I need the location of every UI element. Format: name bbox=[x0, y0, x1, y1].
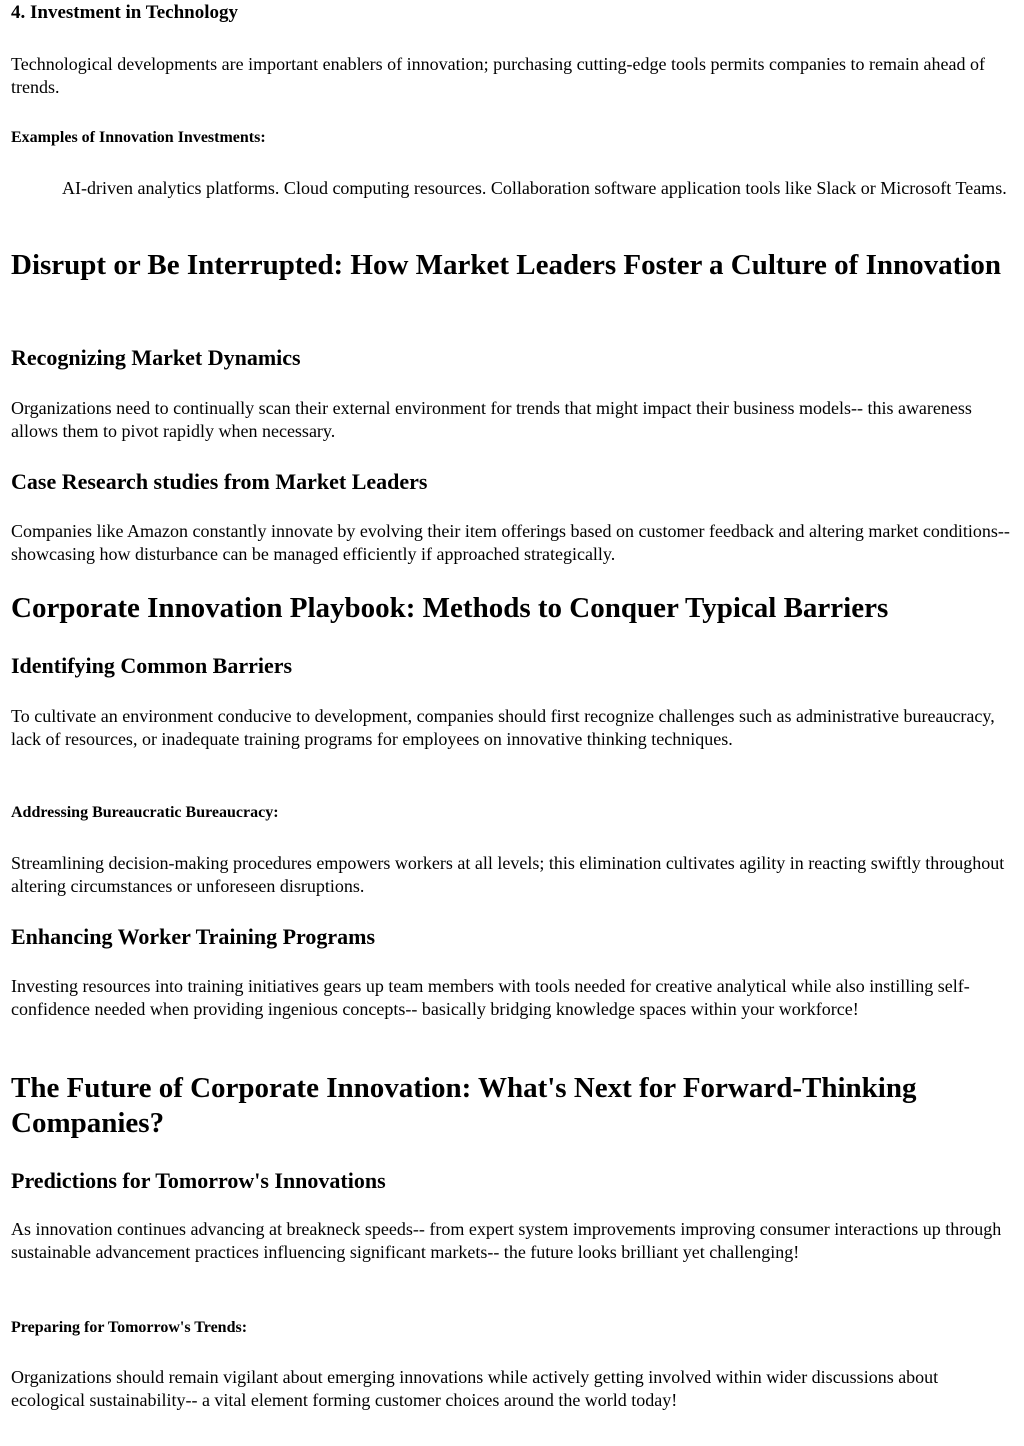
paragraph-worker-training: Investing resources into training initiatives gears up team members with tools needed for creative analytical while also instilling self-confidence needed when providing ingenious concepts-- basically bridging knowledge spaces within your workforce! bbox=[11, 976, 970, 1019]
heading-disrupt-or-be-interrupted: Disrupt or Be Interrupted: How Market Leaders Foster a Culture of Innovation bbox=[11, 249, 1001, 281]
paragraph-predictions: As innovation continues advancing at breakneck speeds-- from expert system improvements improving consumer interactions up through sustainable advancement practices influencing significant markets-- the future looks brilliant yet challenging! bbox=[11, 1219, 1002, 1262]
paragraph-market-dynamics: Organizations need to continually scan their external environment for trends that might impact their business models-- this awareness allows them to pivot rapidly when necessary. bbox=[11, 398, 972, 441]
paragraph-technology: Technological developments are important enablers of innovation; purchasing cutting-edge tools permits companies to remain ahead of trends. bbox=[11, 54, 985, 97]
heading-enhancing-worker-training: Enhancing Worker Training Programs bbox=[11, 924, 376, 949]
heading-recognizing-market-dynamics: Recognizing Market Dynamics bbox=[11, 345, 301, 370]
blockquote-examples: AI-driven analytics platforms. Cloud computing resources. Collaboration software application tools like Slack or Microsoft Teams. bbox=[62, 178, 1007, 198]
subheading-preparing-for-trends: Preparing for Tomorrow's Trends: bbox=[11, 1319, 248, 1336]
paragraph-case-research: Companies like Amazon constantly innovate by evolving their item offerings based on customer feedback and altering market conditions-- showcasing how disturbance can be managed efficiently if approached strategically. bbox=[11, 521, 1010, 564]
paragraph-trends: Organizations should remain vigilant about emerging innovations while actively getting involved within wider discussions about ecological sustainability-- a vital element forming customer choices around the world today! bbox=[11, 1367, 939, 1410]
heading-case-research: Case Research studies from Market Leaders bbox=[11, 469, 428, 494]
subheading-examples: Examples of Innovation Investments: bbox=[11, 129, 266, 146]
heading-future-of-corporate-innovation: The Future of Corporate Innovation: What's Next for Forward-Thinking Companies? bbox=[11, 1072, 917, 1139]
section-heading-investment-in-technology: 4. Investment in Technology bbox=[11, 2, 238, 23]
subheading-addressing-bureaucracy: Addressing Bureaucratic Bureaucracy: bbox=[11, 804, 279, 821]
paragraph-bureaucracy: Streamlining decision-making procedures empowers workers at all levels; this elimination cultivates agility in reacting swiftly throughout altering circumstances or unforeseen disruptions. bbox=[11, 853, 1005, 896]
paragraph-common-barriers: To cultivate an environment conducive to development, companies should first recognize challenges such as administrative bureaucracy, lack of resources, or inadequate training programs for employees on innovative thinking techniques. bbox=[11, 706, 995, 749]
heading-identifying-common-barriers: Identifying Common Barriers bbox=[11, 653, 293, 678]
heading-corporate-innovation-playbook: Corporate Innovation Playbook: Methods to Conquer Typical Barriers bbox=[11, 592, 889, 624]
heading-predictions: Predictions for Tomorrow's Innovations bbox=[11, 1168, 386, 1193]
